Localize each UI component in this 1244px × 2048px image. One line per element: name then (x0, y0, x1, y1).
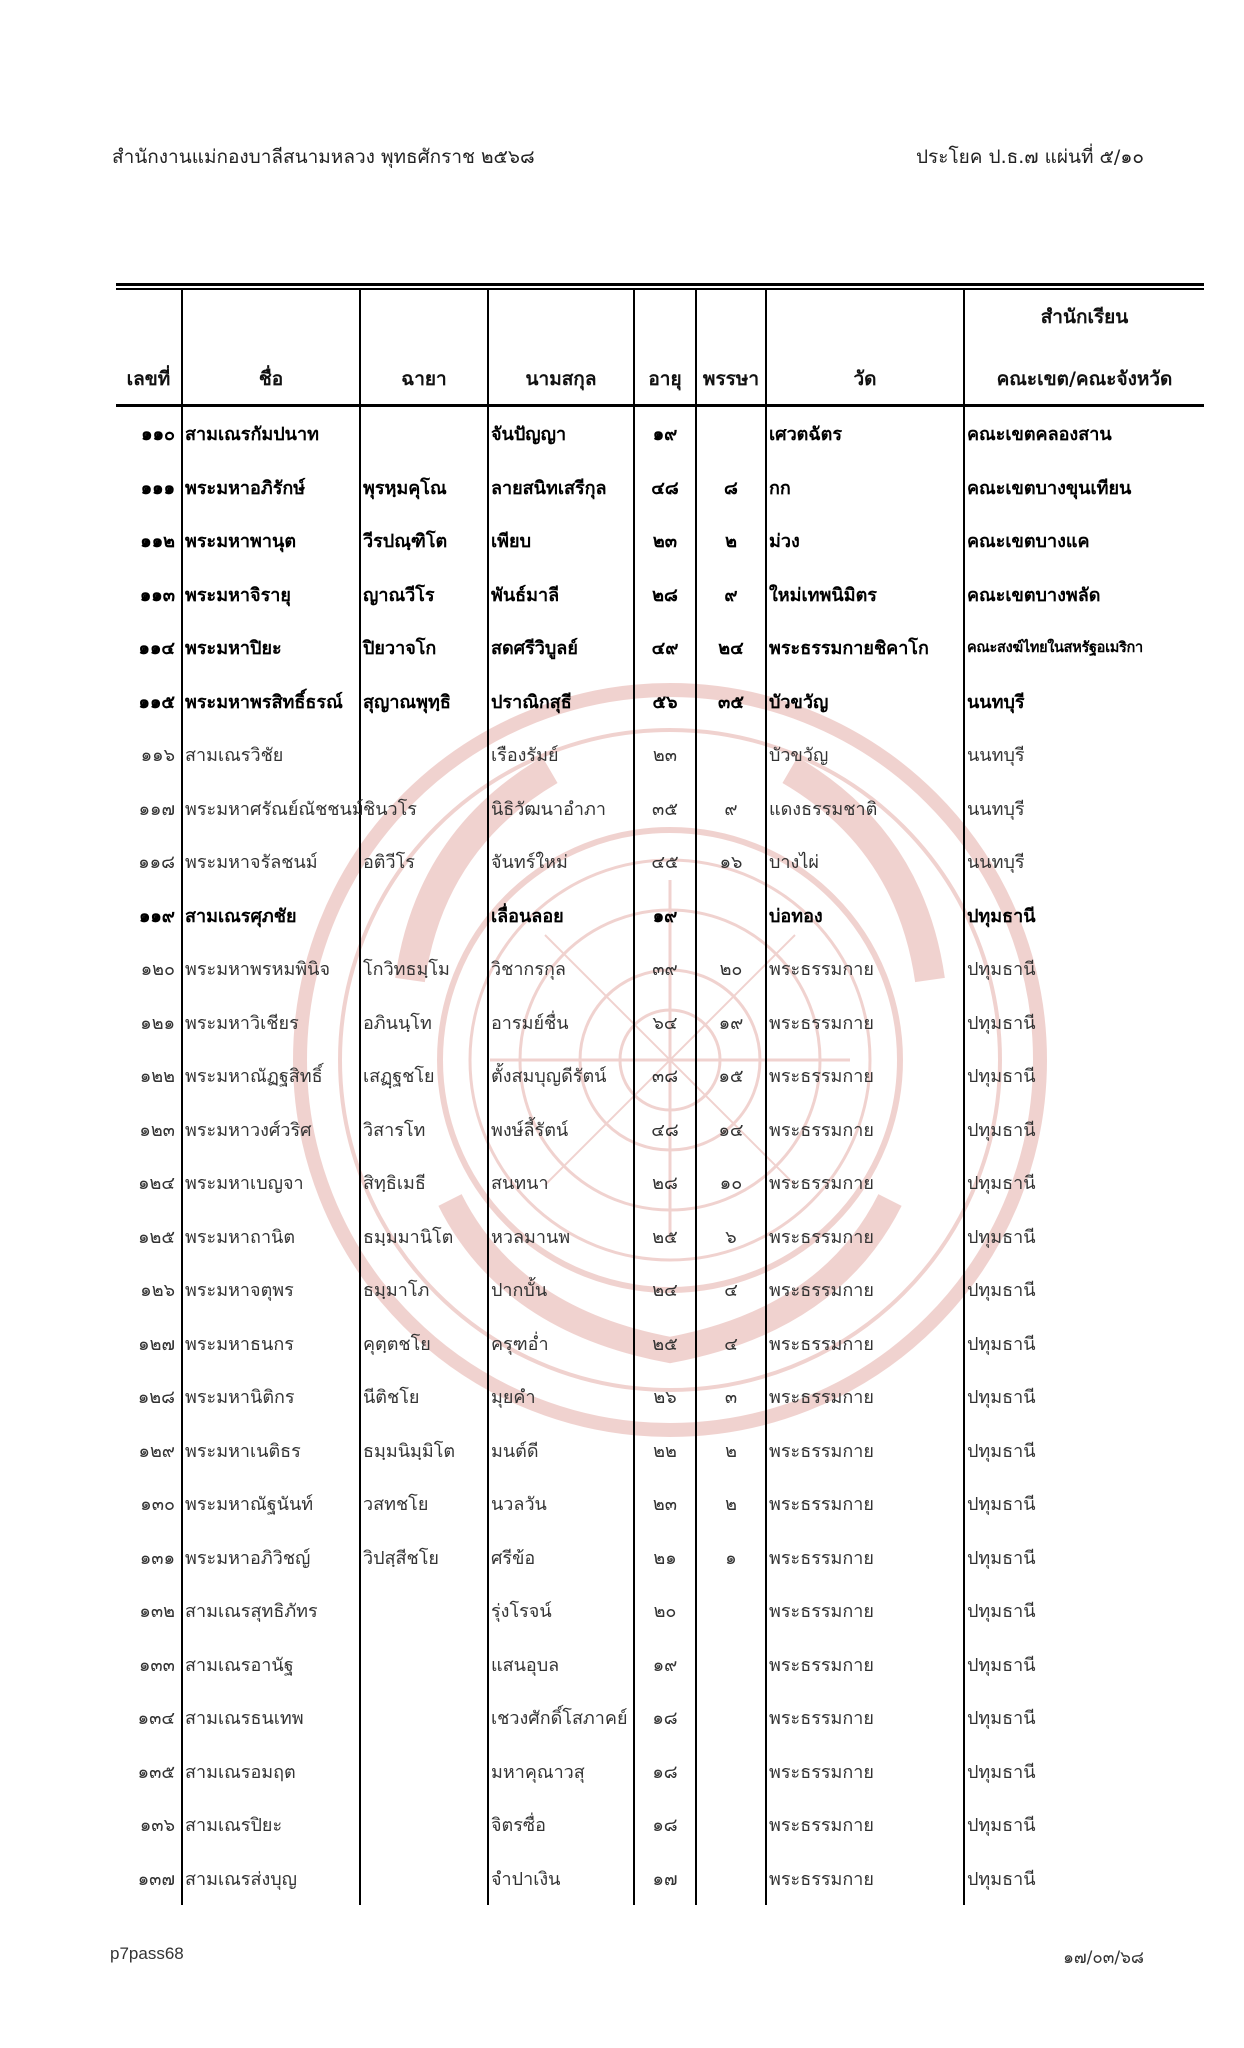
row-number: ๑๑๔ (138, 638, 175, 660)
document-header-page-info: ประโยค ป.ธ.๗ แผ่นที่ ๕/๑๐ (916, 146, 1144, 168)
row-age: ๑๙ (634, 889, 696, 943)
row-age: ๑๘ (634, 1691, 696, 1745)
row-school: นนทบุรี (964, 675, 1204, 729)
row-vassa: ๒๐ (696, 942, 766, 996)
row-name: พระมหาเนติธร (182, 1424, 360, 1478)
row-vassa: ๒ (696, 514, 766, 568)
row-surname: นวลวัน (488, 1477, 634, 1531)
row-surname: มุยคำ (488, 1370, 634, 1424)
row-school: ปทุมธานี (964, 1103, 1204, 1157)
row-school: ปทุมธานี (964, 942, 1204, 996)
row-age: ๑๙ (634, 1638, 696, 1692)
row-school: ปทุมธานี (964, 1638, 1204, 1692)
row-number: ๑๒๔ (138, 1173, 175, 1195)
row-wat: พระธรรมกาย (766, 1263, 964, 1317)
row-name: พระมหาณัฏฐสิทธิ์ (182, 1049, 360, 1103)
row-chaya: สุญาณพุทฺธิ (360, 675, 488, 729)
row-wat: พระธรรมกาย (766, 1424, 964, 1478)
document-header-office: สำนักงานแม่กองบาลีสนามหลวง พุทธศักราช ๒๕๖๘ (112, 146, 535, 168)
table-row (116, 1049, 1204, 1103)
row-name: สามเณรอานัฐ (182, 1638, 360, 1692)
row-surname: เรืองรัมย์ (488, 728, 634, 782)
row-name: พระมหาจิรายุ (182, 568, 360, 622)
table-row (116, 461, 1204, 515)
table-row (116, 728, 1204, 782)
row-number: ๑๒๘ (137, 1387, 175, 1409)
row-chaya: อติวีโร (360, 835, 488, 889)
results-table (116, 290, 1204, 1905)
row-age: ๖๔ (634, 996, 696, 1050)
row-school: ปทุมธานี (964, 1317, 1204, 1371)
row-number: ๑๓๓ (138, 1654, 175, 1676)
column-header-school-line2: คณะเขต/คณะจังหวัด (996, 368, 1173, 390)
row-school: คณะเขตบางพลัด (964, 568, 1204, 622)
row-wat: บัวขวัญ (766, 728, 964, 782)
row-surname: จำปาเงิน (488, 1852, 634, 1906)
row-wat: พระธรรมกาย (766, 1638, 964, 1692)
row-surname: จันทร์ใหม่ (488, 835, 634, 889)
column-header-surname: นามสกุล (488, 290, 634, 406)
row-school: ปทุมธานี (964, 1531, 1204, 1585)
row-surname: แสนอุบล (488, 1638, 634, 1692)
table-row (116, 568, 1204, 622)
row-name: สามเณรสุทธิภัทร (182, 1584, 360, 1638)
row-age: ๔๕ (634, 835, 696, 889)
row-number: ๑๓๔ (137, 1708, 175, 1730)
row-chaya: วีรปณฺฑิโต (360, 514, 488, 568)
row-age: ๑๙ (634, 406, 696, 461)
row-vassa: ๒ (696, 1424, 766, 1478)
row-school: ปทุมธานี (964, 1424, 1204, 1478)
row-surname: ปากบั้น (488, 1263, 634, 1317)
table-row (116, 889, 1204, 943)
row-vassa (696, 406, 766, 461)
row-wat: ใหม่เทพนิมิตร (766, 568, 964, 622)
row-name: พระมหาอภิวิชญ์ (182, 1531, 360, 1585)
table-row (116, 675, 1204, 729)
row-name: สามเณรวิชัย (182, 728, 360, 782)
row-chaya (360, 1584, 488, 1638)
row-name: พระมหาธนกร (182, 1317, 360, 1371)
row-name: สามเณรปิยะ (182, 1798, 360, 1852)
document-footer-code: p7pass68 (110, 1944, 184, 1963)
row-vassa: ๙ (696, 568, 766, 622)
column-header-name: ชื่อ (182, 290, 360, 406)
row-surname: มนต์ดี (488, 1424, 634, 1478)
table-row (116, 406, 1204, 461)
row-surname: พงษ์ลี้รัตน์ (488, 1103, 634, 1157)
row-surname: เพียบ (488, 514, 634, 568)
row-name: พระมหาเบญจา (182, 1156, 360, 1210)
row-vassa: ๑ (696, 1531, 766, 1585)
row-vassa: ๔ (696, 1317, 766, 1371)
row-surname: มหาคุณาวสุ (488, 1745, 634, 1799)
row-name: พระมหาจรัลชนม์ (182, 835, 360, 889)
column-header-school-line1: สำนักเรียน (1040, 306, 1129, 328)
row-wat: พระธรรมกายชิคาโก (766, 621, 964, 675)
row-age: ๒๓ (634, 1477, 696, 1531)
table-row (116, 1638, 1204, 1692)
row-age: ๒๑ (634, 1531, 696, 1585)
row-age: ๒๓ (634, 514, 696, 568)
row-vassa: ๑๙ (696, 996, 766, 1050)
row-age: ๓๕ (634, 782, 696, 836)
row-school: ปทุมธานี (964, 1477, 1204, 1531)
row-name: พระมหาศรัณย์ณัชชนม์ (182, 782, 360, 836)
row-number: ๑๒๐ (140, 959, 175, 981)
row-surname: ศรีข้อ (488, 1531, 634, 1585)
row-number: ๑๑๑ (140, 477, 175, 499)
row-age: ๒๔ (634, 1263, 696, 1317)
row-wat: พระธรรมกาย (766, 1049, 964, 1103)
row-vassa: ๔ (696, 1263, 766, 1317)
row-surname: เชวงศักดิ์โสภาคย์ (488, 1691, 634, 1745)
row-number: ๑๓๑ (139, 1547, 175, 1569)
table-header-row (116, 290, 1204, 406)
column-header-school (964, 290, 1204, 406)
row-school: คณะเขตบางแค (964, 514, 1204, 568)
row-wat: เศวตฉัตร (766, 406, 964, 461)
row-number: ๑๑๕ (138, 691, 175, 713)
column-header-vassa: พรรษา (696, 290, 766, 406)
row-chaya: พุรหฺมคุโณ (360, 461, 488, 515)
row-school: ปทุมธานี (964, 1852, 1204, 1906)
table-row (116, 1210, 1204, 1264)
row-vassa: ๒๔ (696, 621, 766, 675)
row-number: ๑๒๖ (140, 1280, 175, 1302)
row-chaya: ธมฺมมานิโต (360, 1210, 488, 1264)
row-age: ๒๘ (634, 1156, 696, 1210)
row-number: ๑๓๐ (140, 1494, 175, 1516)
row-surname: สนทนา (488, 1156, 634, 1210)
row-school: ปทุมธานี (964, 996, 1204, 1050)
table-row (116, 1263, 1204, 1317)
row-wat: พระธรรมกาย (766, 1370, 964, 1424)
table-row (116, 1584, 1204, 1638)
table-row (116, 1156, 1204, 1210)
row-age: ๒๓ (634, 728, 696, 782)
row-name: พระมหาวงศ์วริศ (182, 1103, 360, 1157)
row-chaya: ธมฺมนิมฺมิโต (360, 1424, 488, 1478)
row-number: ๑๒๕ (138, 1226, 175, 1248)
row-school: คณะเขตบางขุนเทียน (964, 461, 1204, 515)
row-school: ปทุมธานี (964, 889, 1204, 943)
row-vassa (696, 1584, 766, 1638)
row-number: ๑๒๙ (138, 1440, 175, 1462)
table-row (116, 1477, 1204, 1531)
table-row (116, 835, 1204, 889)
row-chaya: วิปสฺสีชโย (360, 1531, 488, 1585)
row-chaya (360, 1852, 488, 1906)
row-number: ๑๓๗ (137, 1868, 175, 1890)
row-chaya: ชินวโร (360, 782, 488, 836)
row-chaya (360, 1745, 488, 1799)
row-surname: เลื่อนลอย (488, 889, 634, 943)
table-row (116, 514, 1204, 568)
row-age: ๑๘ (634, 1798, 696, 1852)
row-number: ๑๒๓ (139, 1119, 175, 1141)
row-vassa (696, 1691, 766, 1745)
row-age: ๒๕ (634, 1317, 696, 1371)
row-age: ๒๕ (634, 1210, 696, 1264)
row-number: ๑๓๕ (137, 1761, 175, 1783)
row-school: ปทุมธานี (964, 1798, 1204, 1852)
row-vassa (696, 889, 766, 943)
row-surname: จันปัญญา (488, 406, 634, 461)
row-school: ปทุมธานี (964, 1210, 1204, 1264)
row-number: ๑๑๓ (139, 584, 175, 606)
row-wat: แดงธรรมชาติ (766, 782, 964, 836)
row-wat: บัวขวัญ (766, 675, 964, 729)
row-name: พระมหาอภิรักษ์ (182, 461, 360, 515)
row-chaya: ธมฺมาโภ (360, 1263, 488, 1317)
column-header-no: เลขที่ (116, 290, 182, 406)
row-chaya (360, 1638, 488, 1692)
table-row (116, 1103, 1204, 1157)
row-chaya: นีติชโย (360, 1370, 488, 1424)
row-wat: พระธรรมกาย (766, 1798, 964, 1852)
row-age: ๒๐ (634, 1584, 696, 1638)
row-chaya (360, 889, 488, 943)
row-vassa: ๓ (696, 1370, 766, 1424)
row-surname: จิตรซื่อ (488, 1798, 634, 1852)
row-vassa: ๒ (696, 1477, 766, 1531)
row-wat: พระธรรมกาย (766, 1852, 964, 1906)
row-vassa (696, 728, 766, 782)
row-surname: ปราณิกสุธี (488, 675, 634, 729)
row-school: คณะเขตคลองสาน (964, 406, 1204, 461)
row-vassa: ๑๕ (696, 1049, 766, 1103)
row-name: พระมหาจตุพร (182, 1263, 360, 1317)
row-school: ปทุมธานี (964, 1370, 1204, 1424)
row-school: คณะสงฆ์ไทยในสหรัฐอเมริกา (964, 621, 1204, 675)
row-school: ปทุมธานี (964, 1156, 1204, 1210)
row-wat: พระธรรมกาย (766, 1156, 964, 1210)
column-header-chaya: ฉายา (360, 290, 488, 406)
row-chaya (360, 406, 488, 461)
row-vassa: ๖ (696, 1210, 766, 1264)
row-surname: ลายสนิทเสรีกุล (488, 461, 634, 515)
row-school: ปทุมธานี (964, 1745, 1204, 1799)
row-chaya (360, 1798, 488, 1852)
row-name: พระมหาถานิต (182, 1210, 360, 1264)
row-age: ๑๗ (634, 1852, 696, 1906)
row-school: ปทุมธานี (964, 1691, 1204, 1745)
table-row (116, 1798, 1204, 1852)
table-row (116, 1370, 1204, 1424)
row-name: พระมหาณัฐนันท์ (182, 1477, 360, 1531)
row-chaya (360, 1691, 488, 1745)
row-vassa: ๑๐ (696, 1156, 766, 1210)
row-age: ๒๖ (634, 1370, 696, 1424)
row-wat: บ่อทอง (766, 889, 964, 943)
row-chaya: อภินนฺโท (360, 996, 488, 1050)
row-wat: พระธรรมกาย (766, 1103, 964, 1157)
row-number: ๑๓๖ (139, 1815, 175, 1837)
row-number: ๑๑๗ (138, 798, 175, 820)
row-school: นนทบุรี (964, 782, 1204, 836)
row-chaya: ญาณวีโร (360, 568, 488, 622)
row-wat: บางไผ่ (766, 835, 964, 889)
row-wat: พระธรรมกาย (766, 1584, 964, 1638)
row-wat: กก (766, 461, 964, 515)
row-number: ๑๑๖ (140, 745, 175, 767)
row-surname: พันธ์มาลี (488, 568, 634, 622)
row-wat: พระธรรมกาย (766, 996, 964, 1050)
row-number: ๑๑๒ (140, 531, 175, 553)
row-vassa: ๑๖ (696, 835, 766, 889)
row-chaya: คุตฺตชโย (360, 1317, 488, 1371)
row-age: ๒๒ (634, 1424, 696, 1478)
row-age: ๓๙ (634, 942, 696, 996)
table-top-rule (116, 283, 1204, 286)
row-surname: วิชากรกุล (488, 942, 634, 996)
row-vassa (696, 1638, 766, 1692)
row-age: ๓๘ (634, 1049, 696, 1103)
column-header-wat: วัด (766, 290, 964, 406)
table-row (116, 1852, 1204, 1906)
row-school: นนทบุรี (964, 835, 1204, 889)
row-number: ๑๑๐ (141, 424, 175, 446)
row-name: พระมหาพานุต (182, 514, 360, 568)
row-school: ปทุมธานี (964, 1584, 1204, 1638)
row-vassa: ๓๕ (696, 675, 766, 729)
table-row (116, 1317, 1204, 1371)
row-name: พระมหาปิยะ (182, 621, 360, 675)
table-row (116, 942, 1204, 996)
row-name: สามเณรกัมปนาท (182, 406, 360, 461)
row-vassa: ๑๔ (696, 1103, 766, 1157)
column-header-age: อายุ (634, 290, 696, 406)
row-vassa: ๙ (696, 782, 766, 836)
row-surname: รุ่งโรจน์ (488, 1584, 634, 1638)
row-number: ๑๑๘ (138, 852, 175, 874)
row-wat: พระธรรมกาย (766, 1210, 964, 1264)
row-wat: พระธรรมกาย (766, 942, 964, 996)
row-chaya: สิทฺธิเมธี (360, 1156, 488, 1210)
row-age: ๔๘ (634, 461, 696, 515)
row-chaya: เสฏฺฐชโย (360, 1049, 488, 1103)
row-age: ๔๙ (634, 621, 696, 675)
row-number: ๑๒๗ (138, 1333, 175, 1355)
row-age: ๔๘ (634, 1103, 696, 1157)
row-number: ๑๑๙ (138, 905, 175, 927)
row-school: นนทบุรี (964, 728, 1204, 782)
table-row (116, 1424, 1204, 1478)
table-row (116, 1691, 1204, 1745)
row-chaya: โกวิทธมฺโม (360, 942, 488, 996)
row-wat: พระธรรมกาย (766, 1691, 964, 1745)
row-name: พระมหาพรหมพินิจ (182, 942, 360, 996)
row-name: พระมหานิติกร (182, 1370, 360, 1424)
row-surname: ตั้งสมบุญดีรัตน์ (488, 1049, 634, 1103)
row-surname: สดศรีวิบูลย์ (488, 621, 634, 675)
row-wat: พระธรรมกาย (766, 1317, 964, 1371)
row-vassa (696, 1798, 766, 1852)
row-chaya: วิสารโท (360, 1103, 488, 1157)
row-number: ๑๒๑ (140, 1012, 175, 1034)
row-vassa (696, 1852, 766, 1906)
row-name: สามเณรส่งบุญ (182, 1852, 360, 1906)
row-wat: พระธรรมกาย (766, 1477, 964, 1531)
row-wat: พระธรรมกาย (766, 1745, 964, 1799)
table-row (116, 782, 1204, 836)
row-name: พระมหาวิเชียร (182, 996, 360, 1050)
row-vassa (696, 1745, 766, 1799)
row-wat: พระธรรมกาย (766, 1531, 964, 1585)
table-row (116, 1745, 1204, 1799)
document-footer-date: ๑๗/๐๓/๖๘ (1063, 1948, 1144, 1968)
row-name: พระมหาพรสิทธิ์ธรณ์ (182, 675, 360, 729)
row-school: ปทุมธานี (964, 1263, 1204, 1317)
row-wat: ม่วง (766, 514, 964, 568)
row-chaya (360, 728, 488, 782)
row-name: สามเณรศุภชัย (182, 889, 360, 943)
table-row (116, 996, 1204, 1050)
table-body (116, 406, 1204, 1906)
results-table-container (116, 283, 1204, 1905)
row-name: สามเณรอมฤต (182, 1745, 360, 1799)
table-row (116, 1531, 1204, 1585)
row-chaya: วสทชโย (360, 1477, 488, 1531)
row-surname: อารมย์ชื่น (488, 996, 634, 1050)
row-vassa: ๘ (696, 461, 766, 515)
row-school: ปทุมธานี (964, 1049, 1204, 1103)
row-age: ๒๘ (634, 568, 696, 622)
row-name: สามเณรธนเทพ (182, 1691, 360, 1745)
row-age: ๕๖ (634, 675, 696, 729)
row-number: ๑๒๒ (139, 1066, 175, 1088)
row-surname: หวลมานพ (488, 1210, 634, 1264)
row-number: ๑๓๒ (139, 1601, 175, 1623)
row-age: ๑๘ (634, 1745, 696, 1799)
row-surname: นิธิวัฒนาอำภา (488, 782, 634, 836)
row-chaya: ปิยวาจโก (360, 621, 488, 675)
row-surname: ครุฑอ่ำ (488, 1317, 634, 1371)
table-row (116, 621, 1204, 675)
